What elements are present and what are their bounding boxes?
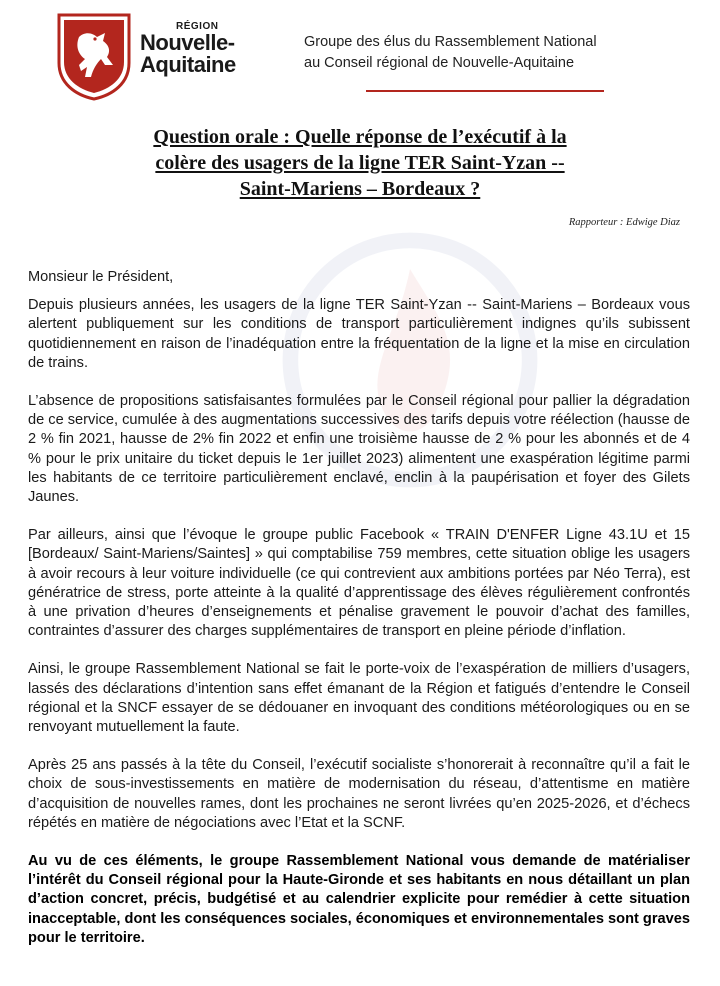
region-name-line1: Nouvelle-	[140, 30, 235, 55]
paragraph-2: L’absence de propositions satisfaisantes formulées par le Conseil régional pour pallier la dégradation de ce service, cumulée à des augmentations successives des tarifs depuis votre réélection (hausse de 2 % fin 2021, hausse de 2% fin 2022 et enfin une troisième hausse de 2 % pour les abonnés et de 4 % pour le prix unitaire du ticket depuis le 1er juillet 2023) alimentent une exaspération légitime parmi les habitants de ce territoire particulièrement enclavé, enclin à la paupérisation et foyer des Gilets Jaunes.	[28, 393, 690, 506]
group-title	[304, 32, 664, 74]
group-title-line2: au Conseil régional de Nouvelle-Aquitaine	[304, 55, 575, 71]
paragraph-3: Par ailleurs, ainsi que l’évoque le groupe public Facebook « TRAIN D'ENFER Ligne 43.1U et 15 [Bordeaux/ Saint-Mariens/Saintes] » qui comptabilise 759 membres, cette situation oblige les usagers à avoir recours à leur voiture individuelle (ce qui contrevient aux ambitions portées par Néo Terra), est génératrice de stress, porte atteinte à la qualité d’apprentissage des élèves régulièrement confrontés à une privation d’heures d’enseignements et pénalise gravement le pouvoir d’achat des familles, contraintes d’assurer des charges supplémentaires de transport en pleine période d’inflation.	[28, 527, 690, 640]
header-divider	[366, 90, 604, 92]
region-wordmark	[140, 22, 236, 76]
conclusion-paragraph: Au vu de ces éléments, le groupe Rassemblement National vous demande de matérialiser l’intérêt du Conseil régional pour la Haute-Gironde et ses habitants en nous détaillant un plan d’action concret, précis, budgétisé et au calendrier explicite pour remédier à cette situation inacceptable, dont les conséquences sociales, économiques et environnementales sont graves pour le territoire.	[28, 853, 690, 946]
question-title-line3: Saint-Mariens – Bordeaux ?	[239, 178, 481, 200]
paragraph-5: Après 25 ans passés à la tête du Conseil, l’exécutif socialiste s’honorerait à reconnaître qu’il a fait le choix de sous-investissements en matière de modernisation du réseau, d’attentisme en matière d’acquisition de nouvelles rames, dont les prochaines ne seront livrées qu’en 2025-2026, et d’échecs répétés en matière de négociations avec l’Etat et la SCNF.	[28, 757, 690, 831]
region-small-label: RÉGION	[176, 21, 219, 32]
paragraph-4: Ainsi, le groupe Rassemblement National se fait le porte-voix de l’exaspération de milliers d’usagers, lassés des déclarations d’intention sans effet émanant de la Région et fatigués d’entendre le Conseil régional et la SNCF essayer de se dédouaner en invoquant des conditions météorologiques ou en se renvoyant mutuellement la faute.	[28, 661, 690, 736]
region-name-line2: Aquitaine	[140, 52, 236, 77]
rapporteur-label: Rapporteur : Edwige Diaz	[568, 217, 680, 228]
greeting: Monsieur le Président,	[28, 269, 174, 285]
region-logo-icon	[55, 11, 133, 101]
group-title-line1: Groupe des élus du Rassemblement National	[304, 34, 597, 50]
question-title-line2: colère des usagers de la ligne TER Saint-Yzan --	[155, 152, 565, 174]
question-title	[80, 124, 640, 202]
question-title-line1: Question orale : Quelle réponse de l’exécutif à la	[153, 126, 567, 148]
letter-body	[28, 268, 690, 967]
paragraph-1: Depuis plusieurs années, les usagers de la ligne TER Saint-Yzan -- Saint-Mariens – Bordeaux vous alertent publiquement sur les conditions de transport particulièrement indignes qu’ils subissent quotidiennement en raison de l’inadéquation entre la fréquentation de la ligne et la mise en circulation de trains.	[28, 297, 690, 371]
